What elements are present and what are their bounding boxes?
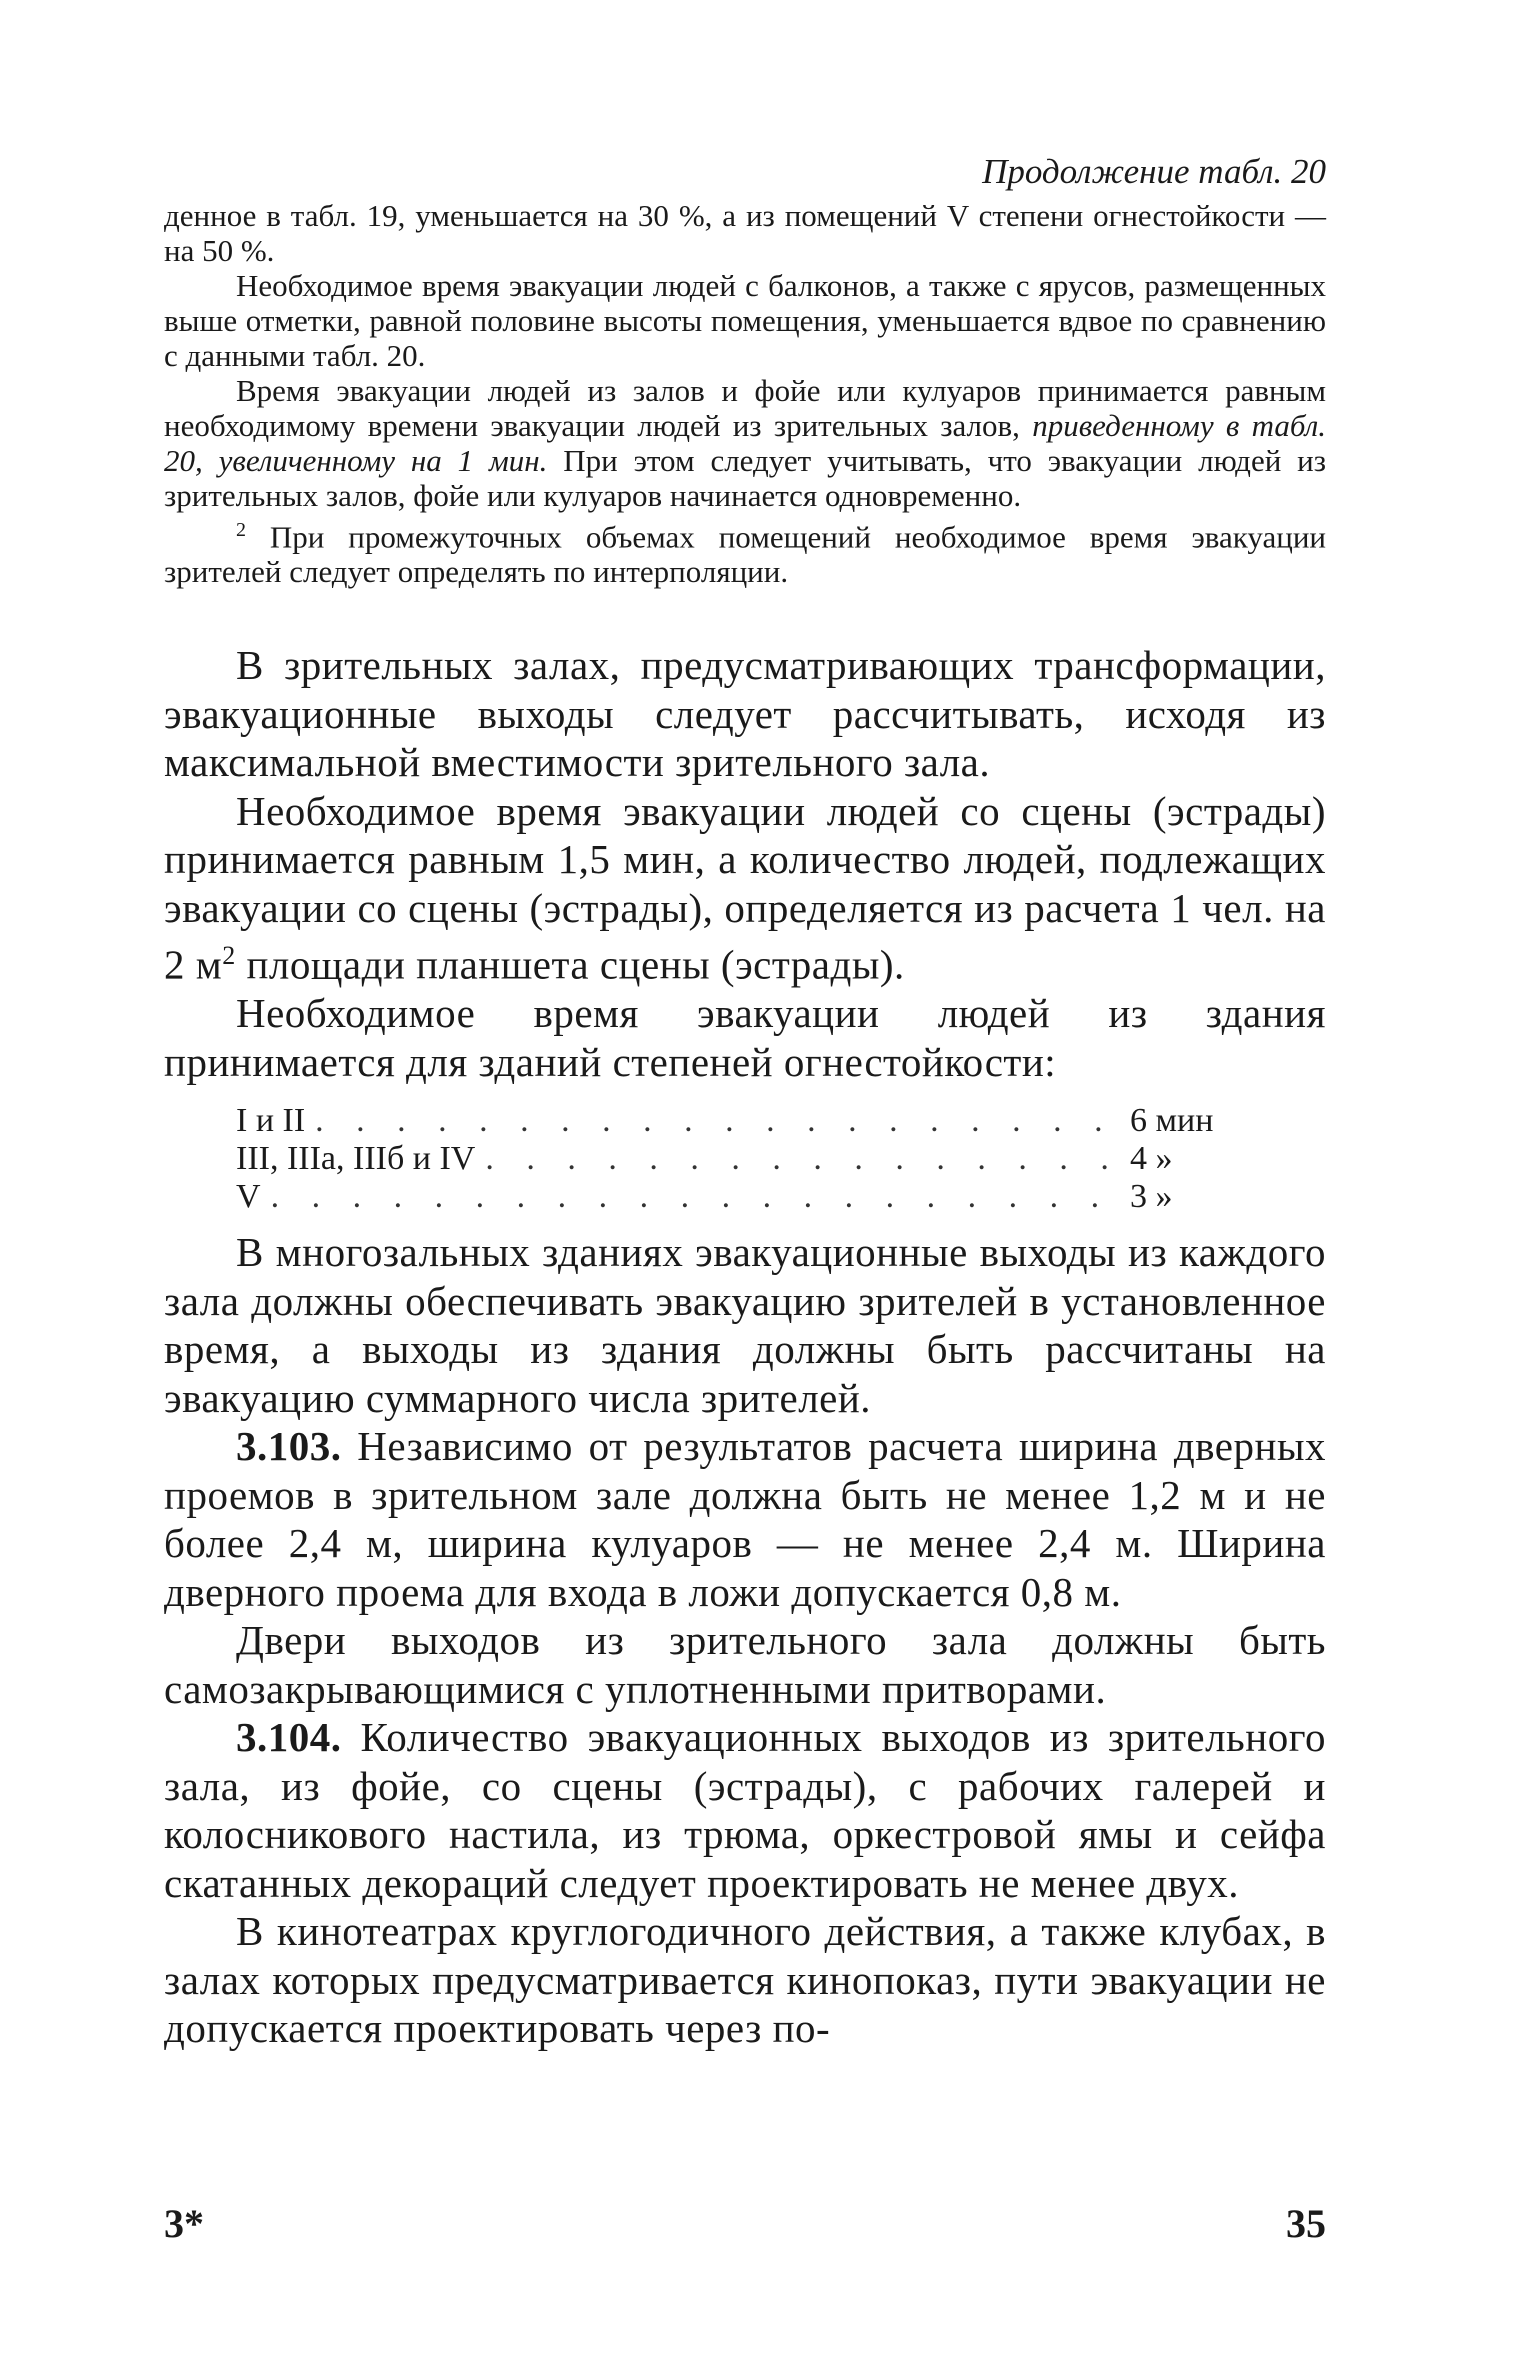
note-foyer-text-a: Время эвакуации людей из залов и фойе или кулуаров принимается равным необходимому времени эвакуации людей из зрительных залов, — [164, 373, 1326, 443]
evacuation-times-list — [236, 1102, 1226, 1216]
footnote-marker: 2 — [236, 519, 246, 541]
dot-leader — [485, 1140, 1120, 1178]
fire-resistance-degree: III, IIIа, IIIб и IV — [236, 1140, 476, 1178]
paragraph-transformation: В зрительных залах, предусматривающих трансформации, эвакуационные выходы следует рассчитывать, исходя из максимальной вместимости зрительного зала. — [164, 642, 1326, 786]
section-number: 3.103. — [236, 1423, 342, 1470]
paragraph-multi-hall: В многозальных зданиях эвакуационные выходы из каждого зала должны обеспечивать эвакуацию зрителей в установленное время, а выходы из здания должны быть рассчитаны на эвакуацию суммарного числа зрителей. — [164, 1229, 1326, 1421]
page-content — [164, 150, 1326, 2053]
main-text — [164, 641, 1326, 2053]
note-foyer-text-italic: приведенному в табл. 20, увеличенному на 1 мин. — [164, 408, 1326, 478]
note-foyer — [164, 373, 1326, 513]
list-item — [236, 1178, 1226, 1216]
note-foyer-text-c: При этом следует учитывать, что эвакуации людей из зрительных залов, фойе или кулуаров начинается одновременно. — [164, 443, 1326, 513]
paragraph-stage-text-b: площади планшета сцены (эстрады). — [235, 941, 905, 988]
fire-resistance-degree: V — [236, 1178, 261, 1216]
paragraph-doors: Двери выходов из зрительного зала должны быть самозакрывающимися с уплотненными притворами. — [164, 1617, 1326, 1712]
list-item — [236, 1102, 1226, 1140]
note-balconies: Необходимое время эвакуации людей с балконов, а также с ярусов, размещенных выше отметки, равной половине высоты помещения, уменьшается вдвое по сравнению с данными табл. 20. — [164, 268, 1326, 373]
signature-mark: 3* — [164, 2201, 204, 2246]
paragraph-stage-evacuation — [164, 787, 1326, 990]
evacuation-time: 3 » — [1130, 1178, 1173, 1216]
paragraph-3-103-text: Независимо от результатов расчета ширина дверных проемов в зрительном зале должна быть не менее 1,2 м и не более 2,4 м, ширина кулуаров — не менее 2,4 м. Ширина дверного проема для входа в ложи допускается 0,8 м. — [164, 1423, 1326, 1615]
fire-resistance-degree: I и II — [236, 1102, 306, 1140]
evacuation-time: 4 » — [1130, 1140, 1173, 1178]
table-notes — [164, 198, 1326, 589]
paragraph-3-104 — [164, 1713, 1326, 1907]
paragraph-3-103 — [164, 1422, 1326, 1616]
dot-leader — [315, 1102, 1120, 1140]
note-continuation: денное в табл. 19, уменьшается на 30 %, а из помещений V степени огнестойкости — на 50 %. — [164, 198, 1326, 268]
list-item — [236, 1140, 1226, 1178]
running-head: Продолжение табл. 20 — [982, 152, 1326, 191]
section-number: 3.104. — [236, 1714, 342, 1761]
page-footer — [164, 2200, 1326, 2260]
note-interpolation-text: При промежуточных объемах помещений необходимое время эвакуации зрителей следует определять по интерполяции. — [164, 519, 1326, 590]
page-number: 35 — [1286, 2201, 1326, 2246]
superscript-two: 2 — [222, 941, 236, 971]
paragraph-cinemas: В кинотеатрах круглогодичного действия, а также клубах, в залах которых предусматривается кинопоказ, пути эвакуации не допускается проектировать через по- — [164, 1908, 1326, 2052]
paragraph-3-104-text: Количество эвакуационных выходов из зрительного зала, из фойе, со сцены (эстрады), с рабочих галерей и колосникового настила, из трюма, оркестровой ямы и сейфа скатанных декораций следует проектировать не менее двух. — [164, 1714, 1326, 1906]
paragraph-building-evacuation: Необходимое время эвакуации людей из здания принимается для зданий степеней огнестойкости: — [164, 990, 1326, 1085]
evacuation-time: 6 мин — [1130, 1102, 1214, 1140]
dot-leader — [271, 1178, 1120, 1216]
note-interpolation — [164, 513, 1326, 589]
paragraph-stage-text-a: Необходимое время эвакуации людей со сцены (эстрады) принимается равным 1,5 мин, а количество людей, подлежащих эвакуации со сцены (эстрады), определяется из расчета 1 чел. на 2 м — [164, 787, 1326, 988]
